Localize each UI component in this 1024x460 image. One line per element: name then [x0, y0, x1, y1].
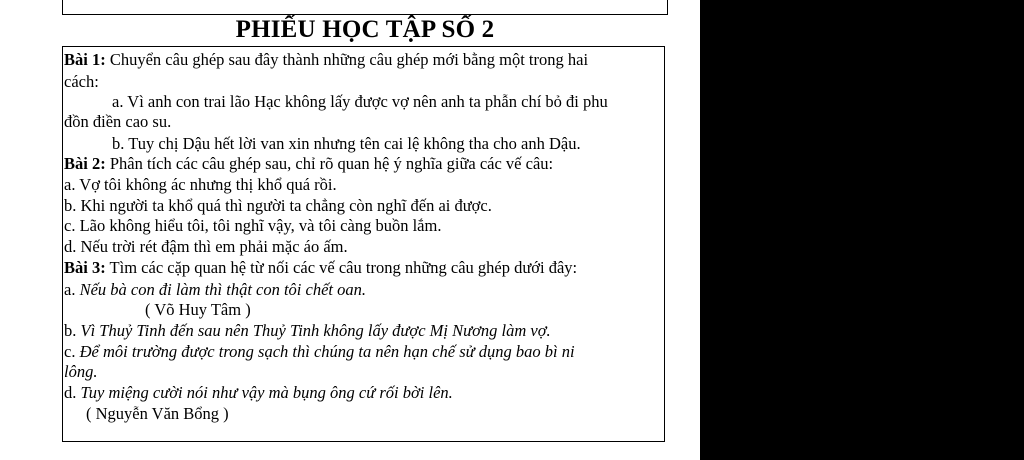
- bai1-item-a-cont: đồn điền cao su.: [64, 112, 172, 131]
- black-margin: [700, 0, 1024, 460]
- bai1-item-b: b. Tuy chị Dậu hết lời van xin nhưng tên cai lệ không tha cho anh Dậu.: [112, 134, 581, 153]
- bai3-item-a-source: ( Võ Huy Tâm ): [145, 300, 251, 319]
- bai1-prompt: Bài 1: Chuyển câu ghép sau đây thành những câu ghép mới bằng một trong hai: [64, 50, 589, 69]
- bai2-prompt: Bài 2: Phân tích các câu ghép sau, chỉ rõ quan hệ ý nghĩa giữa các vế câu:: [64, 154, 554, 173]
- bai3-item-c-cont: lông.: [64, 362, 98, 381]
- bai2-label: Bài 2:: [64, 154, 106, 173]
- bai1-item-a: a. Vì anh con trai lão Hạc không lấy được vợ nên anh ta phẫn chí bỏ đi phu: [112, 92, 608, 111]
- bai2-item-b: b. Khi người ta khổ quá thì người ta chẳng còn nghĩ đến ai được.: [64, 196, 492, 215]
- bai2-item-d: d. Nếu trời rét đậm thì em phải mặc áo ấm.: [64, 237, 348, 256]
- bai3-item-d-source: ( Nguyễn Văn Bổng ): [86, 404, 229, 423]
- bai3-item-c: c. Để môi trường được trong sạch thì chúng ta nên hạn chế sử dụng bao bì ni: [64, 342, 575, 361]
- bai1-label: Bài 1:: [64, 50, 106, 69]
- bai3-prompt: Bài 3: Tìm các cặp quan hệ từ nối các vế câu trong những câu ghép dưới đây:: [64, 258, 578, 277]
- bai3-item-b: b. Vì Thuỷ Tinh đến sau nên Thuỷ Tinh không lấy được Mị Nương làm vợ.: [64, 321, 551, 340]
- bai3-label: Bài 3:: [64, 258, 106, 277]
- bai2-item-a: a. Vợ tôi không ác nhưng thị khổ quá rồi.: [64, 175, 337, 194]
- previous-box-bottom: [62, 0, 668, 15]
- bai2-item-c: c. Lão không hiểu tôi, tôi nghĩ vậy, và tôi càng buồn lắm.: [64, 216, 442, 235]
- bai1-prompt-cont: cách:: [64, 72, 99, 91]
- worksheet-title: PHIẾU HỌC TẬP SỐ 2: [235, 16, 495, 43]
- bai3-item-a: a. Nếu bà con đi làm thì thật con tôi chết oan.: [64, 280, 366, 299]
- bai3-item-d: d. Tuy miệng cười nói như vậy mà bụng ông cứ rối bời lên.: [64, 383, 453, 402]
